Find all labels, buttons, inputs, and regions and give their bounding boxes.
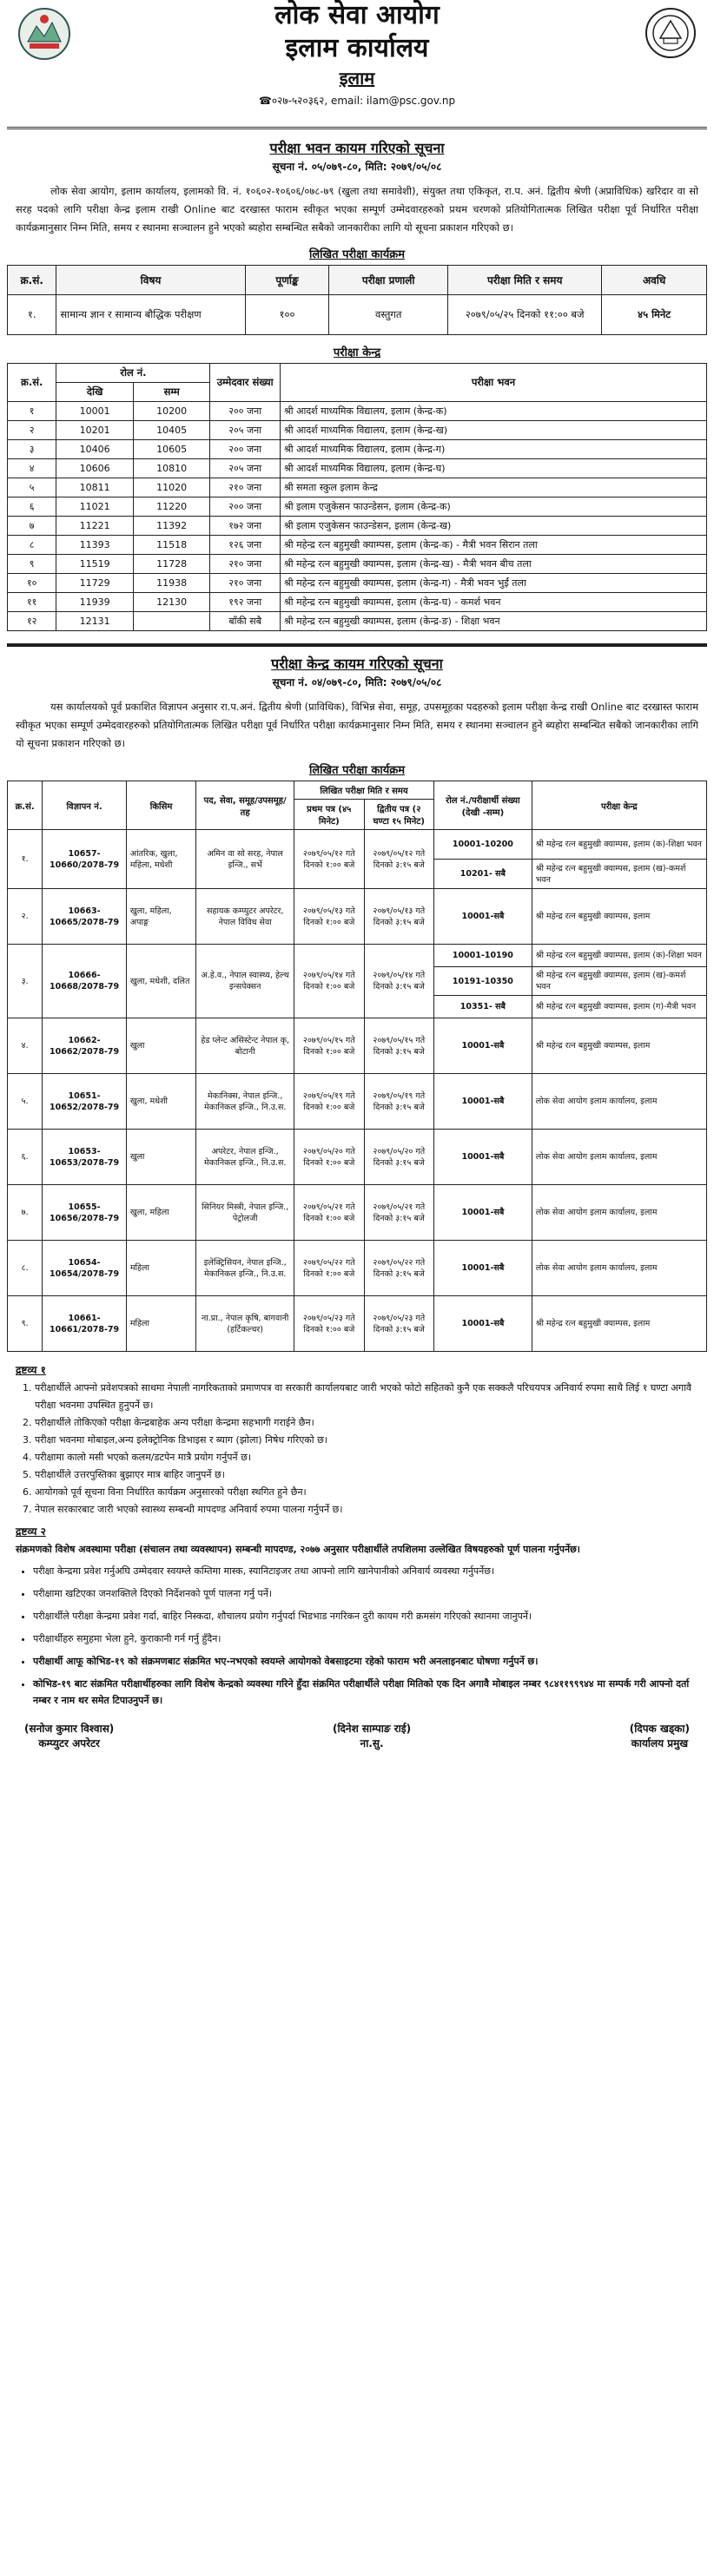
note-item: 3. परीक्षा भवनमा मोबाइल,अन्य इलेक्ट्रोनिक डिभाइस र ब्याग (झोला) निषेध गरिएको छ।	[35, 1432, 698, 1449]
table-row	[8, 295, 707, 335]
cell-paper1: २०७९/०५/२३ गते दिनको १:०० बजे	[294, 1296, 365, 1352]
office-city: इलाम	[339, 68, 375, 89]
cell-paper2: २०७९/०५/१४ गते दिनको ३:१५ बजे	[364, 945, 434, 1018]
cell-roll: 10001-10190	[434, 945, 532, 967]
cell-venue: श्री महेन्द्र रत्न बहुमुखी क्याम्पस, इलाम	[532, 1018, 706, 1074]
cell-adv: 10655-10656/2078-79	[43, 1185, 127, 1241]
cell-venue: श्री आदर्श माध्यमिक विद्यालय, इलाम (केन्द्र-क)	[280, 402, 706, 421]
table-row	[8, 440, 707, 459]
nepal-emblem-icon	[17, 7, 71, 61]
cell-paper2: २०७९/०५/१३ गते दिनको ३:१५ बजे	[364, 889, 434, 945]
cell-sn: ५.	[8, 1074, 43, 1130]
cell-paper1: २०७९/०५/१४ गते दिनको १:०० बजे	[294, 945, 365, 1018]
table-row	[8, 889, 707, 945]
cell-to: 12130	[133, 593, 210, 612]
cell-count: २०० जना	[210, 440, 281, 459]
notice1-centres-table	[7, 363, 707, 631]
cell-paper2: २०७९/०५/२२ गते दिनको ३:१५ बजे	[364, 1241, 434, 1296]
cell-adv: 10663-10665/2078-79	[43, 889, 127, 945]
cell-to: 11220	[133, 497, 210, 517]
cell-roll: 10001-सबै	[434, 1130, 532, 1185]
notice2-title: परीक्षा केन्द्र कायम गरिएको सूचना	[271, 656, 443, 672]
schedule-body	[8, 830, 707, 1352]
table-row	[8, 1018, 707, 1074]
cell-sn: १२	[8, 612, 56, 631]
cell-sn: ९.	[8, 1296, 43, 1352]
cell-adv: 10657-10660/2078-79	[43, 830, 127, 889]
cell-venue: श्री महेन्द्र रत्न बहुमुखी क्याम्पस, इलाम (केन्द्र-ङ) - शिक्षा भवन	[280, 612, 706, 631]
cell-venue: श्री इलाम एजुकेसन फाउन्डेसन, इलाम (केन्द्र-ख)	[280, 517, 706, 536]
cell-paper2: २०७९/०५/१५ गते दिनको ३:१५ बजे	[364, 1018, 434, 1074]
notice1-title: परीक्षा भवन कायम गरिएको सूचना	[269, 140, 445, 156]
cell-from: 10201	[56, 421, 134, 440]
cell-count: २०० जना	[210, 402, 281, 421]
cell-sn: १.	[8, 830, 43, 889]
table-row	[8, 402, 707, 421]
table-row	[8, 945, 707, 967]
cell-adv: 10661-10661/2078-79	[43, 1296, 127, 1352]
signatory-name: (दिनेश साम्पाङ राई)	[332, 1723, 412, 1735]
cell-type: खुला	[126, 1018, 196, 1074]
col-adv: विज्ञापन नं.	[43, 781, 127, 830]
cell-post: हेड प्लेन्ट असिस्टेन्ट नेपाल कृ, बोटानी	[196, 1018, 294, 1074]
note-item: • परीक्षार्थी आफू कोभिड-१९ को संक्रमणबाट संक्रमित भए-नभएको स्वयम्ले आयोगको वेबसाइटमा रहेको फाराम भरी अनलाइनबाट घोषणा गर्नुपर्ने छ।	[33, 1653, 698, 1670]
note-item: • परीक्षा केन्द्रमा प्रवेश गर्नुअघि उम्मेदवार स्वयम्ले कम्तिमा मास्क, स्यानिटाइजर तथा आफ्नो लागि खानेपानीको अनिवार्य व्यवस्था गर्नुपर्नेछ।	[33, 1563, 698, 1579]
signatory-title: ना.सु.	[360, 1737, 384, 1749]
note1-heading: द्रष्टव्य १	[16, 1364, 46, 1376]
cell-venue: लोक सेवा आयोग इलाम कार्यालय, इलाम	[532, 1185, 706, 1241]
col-roll: रोल नं./परीक्षार्थी संख्या (देखी -सम्म)	[434, 781, 532, 830]
note-item: 2. परीक्षार्थीले तोकिएको परीक्षा केन्द्रबाहेक अन्य परीक्षा केन्द्रमा सहभागी गराईने छैन।	[35, 1414, 698, 1432]
cell-type: खुला, मधेशी, दलित	[126, 945, 196, 1018]
cell-roll: 10351- सबै	[434, 996, 532, 1018]
col-date: परीक्षा मिति र समय	[448, 266, 602, 295]
cell-from: 10606	[56, 459, 134, 478]
cell-adv: 10653-10653/2078-79	[43, 1130, 127, 1185]
cell-venue: श्री आदर्श माध्यमिक विद्यालय, इलाम (केन्द्र-घ)	[280, 459, 706, 478]
table-row	[8, 1241, 707, 1296]
cell-from: 10811	[56, 478, 134, 497]
note-item: 6. आयोगको पूर्व सूचना विना निर्धारित कार्यक्रम अनुसारको परीक्षा स्थगित हुने छैन।	[35, 1484, 698, 1501]
note-item: • कोभिड-१९ बाट संक्रमित परीक्षार्थीहरुका लागि विशेष केन्द्रको व्यवस्था गरिने हुँदा संक्रमित परीक्षार्थीले परीक्षा मितिको एक दिन अगावै मोबाइल नम्बर ९८४११९९९४४ मा सम्पर्क गरी आफ्नो दर्ता नम्बर र नाम थर समेत टिपाउनुपर्ने छ।	[33, 1676, 698, 1709]
cell-duration: ४५ मिनेट	[602, 295, 707, 335]
cell-paper2: २०७९/०५/२१ गते दिनको ३:१५ बजे	[364, 1185, 434, 1241]
centres-body	[8, 402, 707, 631]
cell-count: २१० जना	[210, 574, 281, 593]
cell-count: २०० जना	[210, 497, 281, 517]
cell-sn: ७	[8, 517, 56, 536]
cell-to: 10405	[133, 421, 210, 440]
cell-type: खुला, मधेशी	[126, 1074, 196, 1130]
cell-venue: श्री आदर्श माध्यमिक विद्यालय, इलाम (केन्द्र-ख)	[280, 421, 706, 440]
cell-post: सहायक कम्प्युटर अपरेटर, नेपाल विविध सेवा	[196, 889, 294, 945]
table-row	[8, 574, 707, 593]
cell-post: अ.हे.व., नेपाल स्वास्थ्य, हेल्थ इन्सपेक्सन	[196, 945, 294, 1018]
cell-from: 12131	[56, 612, 134, 631]
note2-list	[16, 1563, 698, 1709]
table-row	[8, 1074, 707, 1130]
cell-venue: श्री महेन्द्र रत्न बहुमुखी क्याम्पस, इलाम (ख)-कमर्श भवन	[532, 967, 706, 996]
cell-venue: लोक सेवा आयोग इलाम कार्यालय, इलाम	[532, 1130, 706, 1185]
cell-roll: 10001-सबै	[434, 1185, 532, 1241]
cell-type: आंतरिक, खुला, महिला, मधेशी	[126, 830, 196, 889]
cell-count: २१० जना	[210, 555, 281, 574]
col-subject: विषय	[56, 266, 245, 295]
cell-sn: १	[8, 402, 56, 421]
cell-subject: सामान्य ज्ञान र सामान्य बौद्धिक परीक्षण	[56, 295, 245, 335]
col-from: देखि	[56, 383, 134, 402]
cell-venue: श्री महेन्द्र रत्न बहुमुखी क्याम्पस, इलाम (ग)-मैत्री भवन	[532, 996, 706, 1018]
signature-row	[24, 1721, 690, 1750]
cell-count: २०५ जना	[210, 459, 281, 478]
cell-to	[133, 612, 210, 631]
cell-date: २०७९/०५/२५ दिनको ११:०० बजे	[448, 295, 602, 335]
notice1-body: लोक सेवा आयोग, इलाम कार्यालय, इलामको वि. नं. १०६०२-१०६०६/०७८-७९ (खुला तथा समावेशी), संयुक्त तथा एकिकृत, रा.प. अनं. द्वितीय श्रेणी (अप्राविधिक) खरिदार वा सो सरह पदको लागि परीक्षा केन्द्र इलाम राखी Online बाट दरखास्त फाराम स्वीकृत भएका सम्पूर्ण उम्मेदवारहरुको प्रथम चरणको प्रतियोगितात्मक लिखित परीक्षा पूर्व निर्धारित परीक्षा कार्यक्रमानुसार निम्न मिति, समय र स्थानमा सञ्चालन हुने भएको ब्यहोरा सम्बन्धित सबैको जानकारीका लागि यो सूचना प्रकाशन गरिएको छ।	[16, 185, 698, 234]
signatory-title: कम्प्युटर अपरेटर	[38, 1737, 100, 1749]
cell-paper1: २०७९/०५/१२ गते दिनको १:०० बजे	[294, 830, 365, 889]
cell-sn: ७.	[8, 1185, 43, 1241]
cell-from: 11021	[56, 497, 134, 517]
letterhead	[7, 0, 707, 122]
signature-block	[333, 1721, 411, 1750]
notice1-ref: सूचना नं. ०५/०७९-८०, मिति: २०७९/०५/०८	[272, 161, 442, 173]
cell-system: वस्तुगत	[329, 295, 448, 335]
cell-paper1: २०७९/०५/१५ गते दिनको १:०० बजे	[294, 1018, 365, 1074]
cell-post: इलेक्ट्रिसियन, नेपाल इन्जि., मेकानिकल इन्जि., नि.उ.स.	[196, 1241, 294, 1296]
cell-roll: 10001-सबै	[434, 1241, 532, 1296]
cell-post: अमिन वा सो सरह, नेपाल इन्जि., सर्भे	[196, 830, 294, 889]
col-to: सम्म	[133, 383, 210, 402]
note-item: • परीक्षार्थीले परीक्षा केन्द्रमा प्रवेश गर्दा, बाहिर निस्कदा, शौचालय प्रयोग गर्नुपर्दा भिडभाड नगरिकन दुरी कायम गरी क्रमसंग गरिएको स्थानमा जानुपर्ने।	[33, 1608, 698, 1624]
notice1-schedule-title: लिखित परीक्षा कार्यक्रम	[308, 248, 406, 261]
cell-sn: ९	[8, 555, 56, 574]
note-item: 7. नेपाल सरकारबाट जारी भएको स्वास्थ्य सम्बन्धी मापदण्ड अनिवार्य रुपमा पालना गर्नुपर्ने छ।	[35, 1501, 698, 1519]
table-header-row	[8, 364, 707, 383]
col-system: परीक्षा प्रणाली	[329, 266, 448, 295]
cell-to: 10605	[133, 440, 210, 459]
col-venue: परीक्षा केन्द्र	[532, 781, 706, 830]
cell-venue: श्री महेन्द्र रत्न बहुमुखी क्याम्पस, इलाम (केन्द्र-घ) - कमर्श भवन	[280, 593, 706, 612]
cell-venue: श्री समता स्कुल इलाम केन्द्र	[280, 478, 706, 497]
col-venue: परीक्षा भवन	[280, 364, 706, 402]
table-row	[8, 459, 707, 478]
col-paper1: प्रथम पत्र (४५ मिनेट)	[294, 800, 365, 830]
col-exam: लिखित परीक्षा मिति र समय	[294, 781, 434, 800]
cell-to: 10810	[133, 459, 210, 478]
col-sn: क्र.सं.	[8, 266, 56, 295]
cell-sn: ६.	[8, 1130, 43, 1185]
cell-to: 11518	[133, 536, 210, 555]
col-duration: अवधि	[602, 266, 707, 295]
cell-from: 10406	[56, 440, 134, 459]
cell-to: 10200	[133, 402, 210, 421]
cell-paper2: २०७९/०५/२३ गते दिनको ३:१५ बजे	[364, 1296, 434, 1352]
table-row	[8, 830, 707, 860]
cell-paper1: २०७९/०५/१९ गते दिनको १:०० बजे	[294, 1074, 365, 1130]
cell-sn: ४	[8, 459, 56, 478]
cell-sn: ५	[8, 478, 56, 497]
cell-count: १२६ जना	[210, 536, 281, 555]
table-row	[8, 612, 707, 631]
cell-sn: ६	[8, 497, 56, 517]
cell-venue: श्री महेन्द्र रत्न बहुमुखी क्याम्पस, इलाम (केन्द्र-क) - मैत्री भवन सिरान तला	[280, 536, 706, 555]
signatory-name: (दिपक खड्का)	[629, 1723, 690, 1735]
table-header-row	[8, 266, 707, 295]
signatory-name: (सनोज कुमार विश्वास)	[24, 1723, 115, 1735]
signatory-title: कार्यालय प्रमुख	[631, 1737, 689, 1749]
notice2-ref: सूचना नं. ०४/०७९-८०, मिति: २०७९/०५/०८	[272, 676, 442, 688]
col-sn: क्र.सं.	[8, 781, 43, 830]
note1-list	[16, 1380, 698, 1519]
col-marks: पूर्णाङ्क	[245, 266, 329, 295]
cell-to: 11392	[133, 517, 210, 536]
cell-paper1: २०७९/०५/२० गते दिनको १:०० बजे	[294, 1130, 365, 1185]
notice1-centres-title: परीक्षा केन्द्र	[333, 346, 381, 359]
cell-type: खुला, महिला	[126, 1185, 196, 1241]
cell-roll: 10201- सबै	[434, 860, 532, 889]
cell-post: सिनियर मिस्त्री, नेपाल इन्जि., पेट्रोलजी	[196, 1185, 294, 1241]
cell-from: 11939	[56, 593, 134, 612]
table-row	[8, 497, 707, 517]
cell-venue: लोक सेवा आयोग इलाम कार्यालय, इलाम	[532, 1241, 706, 1296]
notes-section	[16, 1362, 698, 1709]
cell-roll: 10001-सबै	[434, 1074, 532, 1130]
cell-to: 11020	[133, 478, 210, 497]
cell-sn: २.	[8, 889, 43, 945]
col-type: किसिम	[126, 781, 196, 830]
table-row	[8, 1296, 707, 1352]
cell-venue: श्री महेन्द्र रत्न बहुमुखी क्याम्पस, इलाम (क)-शिक्षा भवन	[532, 830, 706, 860]
cell-venue: श्री महेन्द्र रत्न बहुमुखी क्याम्पस, इलाम (क)-शिक्षा भवन	[532, 945, 706, 967]
cell-adv: 10654-10654/2078-79	[43, 1241, 127, 1296]
note2-heading: द्रष्टव्य २	[16, 1525, 46, 1538]
cell-post: ना.प्रा., नेपाल कृषि, बागवानी (हर्टिकल्चर)	[196, 1296, 294, 1352]
cell-from: 11393	[56, 536, 134, 555]
table-row	[8, 517, 707, 536]
cell-venue: श्री महेन्द्र रत्न बहुमुखी क्याम्पस, इलाम	[532, 1296, 706, 1352]
cell-venue: श्री महेन्द्र रत्न बहुमुखी क्याम्पस, इलाम (ख)-कमर्श भवन	[532, 860, 706, 889]
cell-roll: 10001-सबै	[434, 889, 532, 945]
col-paper2: द्वितीय पत्र (२ घण्टा १५ मिनेट)	[364, 800, 434, 830]
cell-paper1: २०७९/०५/२२ गते दिनको १:०० बजे	[294, 1241, 365, 1296]
cell-venue: श्री महेन्द्र रत्न बहुमुखी क्याम्पस, इलाम	[532, 889, 706, 945]
cell-venue: लोक सेवा आयोग इलाम कार्यालय, इलाम	[532, 1074, 706, 1130]
cell-sn: १०	[8, 574, 56, 593]
cell-type: खुला	[126, 1130, 196, 1185]
cell-venue: श्री आदर्श माध्यमिक विद्यालय, इलाम (केन्द्र-ग)	[280, 440, 706, 459]
cell-roll: 10001-सबै	[434, 1296, 532, 1352]
col-roll: रोल नं.	[56, 364, 210, 383]
cell-sn: ११	[8, 593, 56, 612]
contact-line: ☎०२७-५२०३६२, email: ilam@psc.gov.np	[258, 95, 456, 107]
header-divider	[7, 127, 707, 129]
table-row	[8, 555, 707, 574]
notice2-body: यस कार्यालयको पूर्व प्रकाशित विज्ञापन अनुसार रा.प.अनं. द्वितीय श्रेणी (प्राविधिक), विभिन्न सेवा, समूह, उपसमूहका पदहरुको इलाम परीक्षा केन्द्र राखी Online बाट दरखास्त फाराम स्वीकृत भएका सम्पूर्ण उम्मेदवारहरुको प्रतियोगितात्मक लिखित परीक्षा पूर्व निर्धारित परीक्षा कार्यक्रमानुसार निम्न मिति, समय र स्थानमा सञ्चालन हुने ब्यहोरा सम्बन्धित सबैको जानकारीका लागि यो सूचना प्रकाशन गरिएको छ।	[16, 701, 698, 749]
table-row	[8, 421, 707, 440]
cell-from: 11729	[56, 574, 134, 593]
cell-sn: ८.	[8, 1241, 43, 1296]
cell-type: महिला	[126, 1241, 196, 1296]
cell-paper2: २०७९/०५/१९ गते दिनको ३:१५ बजे	[364, 1074, 434, 1130]
note2-intro: संक्रमणको विशेष अवस्थामा परीक्षा (संचालन तथा व्यवस्थापन) सम्बन्धी मापदण्ड, २०७७ अनुसार परीक्षार्थीले तपशिलमा उल्लेखित विषयहरुको पूर्ण पालना गर्नुपर्नेछ।	[16, 1544, 580, 1555]
table-header-row	[8, 781, 707, 800]
cell-paper2: २०७९/०५/१२ गते दिनको ३:१५ बजे	[364, 830, 434, 889]
note-item: 4. परीक्षामा कालो मसी भएको कलम/डटपेन मात्रै प्रयोग गर्नुपर्ने छ।	[35, 1449, 698, 1466]
cell-type: महिला	[126, 1296, 196, 1352]
table-row	[8, 593, 707, 612]
cell-to: 11938	[133, 574, 210, 593]
note-item: 1. परीक्षार्थीले आफ्नो प्रवेशपत्रको साथमा नेपाली नागरिकताको प्रमाणपत्र वा सरकारी कार्यालयबाट जारी भएको फोटो सहितको कुनै एक सक्कलै परिचयपत्र अनिवार्य रुपमा साथै लिई १ घण्टा अगावै परीक्षा भवनमा उपस्थित हुनुपर्ने छ।	[35, 1380, 698, 1414]
cell-sn: २	[8, 421, 56, 440]
cell-adv: 10666-10668/2078-79	[43, 945, 127, 1018]
cell-count: २१० जना	[210, 478, 281, 497]
table-row	[8, 1130, 707, 1185]
office-name: इलाम कार्यालय	[285, 33, 429, 63]
cell-sn: ३	[8, 440, 56, 459]
cell-roll: 10191-10350	[434, 967, 532, 996]
cell-venue: श्री महेन्द्र रत्न बहुमुखी क्याम्पस, इलाम (केन्द्र-ख) - मैत्री भवन बीच तला	[280, 555, 706, 574]
table-row	[8, 478, 707, 497]
cell-roll: 10001-10200	[434, 830, 532, 860]
note-item: 5. परीक्षार्थीले उत्तरपुस्तिका बुझाएर मात्र बाहिर जानुपर्ने छ।	[35, 1466, 698, 1484]
cell-paper1: २०७९/०५/१३ गते दिनको १:०० बजे	[294, 889, 365, 945]
cell-venue: श्री महेन्द्र रत्न बहुमुखी क्याम्पस, इलाम (केन्द्र-ग) - मैत्री भवन भुईं तला	[280, 574, 706, 593]
signature-block	[630, 1721, 690, 1750]
cell-sn: ४.	[8, 1018, 43, 1074]
cell-count: १९२ जना	[210, 593, 281, 612]
note-item: • परीक्षार्थीहरु समुहमा भेला हुने, कुराकानी गर्न गर्नु हुँदैन।	[33, 1631, 698, 1647]
col-sn: क्र.सं.	[8, 364, 56, 402]
cell-post: अपरेटर, नेपाल इन्जि., मेकानिकल इन्जि., नि.उ.स.	[196, 1130, 294, 1185]
cell-roll: 10001-सबै	[434, 1018, 532, 1074]
cell-paper2: २०७९/०५/२० गते दिनको ३:१५ बजे	[364, 1130, 434, 1185]
note-item: • परीक्षामा खटिएका जनशक्तिले दिएको निर्देशनको पूर्ण पालना गर्नु पर्ने।	[33, 1585, 698, 1602]
cell-adv: 10662-10662/2078-79	[43, 1018, 127, 1074]
notice2-schedule-table	[7, 781, 707, 1352]
col-post: पद, सेवा, समूह/उपसमूह/तह	[196, 781, 294, 830]
cell-marks: १००	[245, 295, 329, 335]
cell-count: १७२ जना	[210, 517, 281, 536]
cell-paper1: २०७९/०५/२१ गते दिनको १:०० बजे	[294, 1185, 365, 1241]
cell-count: बाँकी सबै	[210, 612, 281, 631]
cell-type: खुला, महिला, अपाङ्ग	[126, 889, 196, 945]
cell-adv: 10651-10652/2078-79	[43, 1074, 127, 1130]
cell-sn: १.	[8, 295, 56, 335]
cell-from: 11221	[56, 517, 134, 536]
cell-sn: ८	[8, 536, 56, 555]
section-divider	[7, 643, 707, 647]
cell-from: 10001	[56, 402, 134, 421]
cell-sn: ३.	[8, 945, 43, 1018]
cell-to: 11728	[133, 555, 210, 574]
notice2-schedule-title: लिखित परीक्षा कार्यक्रम	[308, 764, 406, 777]
signature-block	[24, 1721, 114, 1750]
psc-seal-icon	[645, 7, 697, 59]
table-row	[8, 1185, 707, 1241]
notice1-schedule-table	[7, 265, 707, 335]
org-name: लोक सेवा आयोग	[274, 0, 440, 30]
cell-venue: श्री इलाम एजुकेसन फाउन्डेसन, इलाम (केन्द्र-क)	[280, 497, 706, 517]
col-count: उम्मेदवार संख्या	[210, 364, 281, 402]
cell-post: मेकानिक्स, नेपाल इन्जि., मेकानिकल इन्जि., नि.उ.स.	[196, 1074, 294, 1130]
table-row	[8, 536, 707, 555]
cell-count: २०५ जना	[210, 421, 281, 440]
cell-from: 11519	[56, 555, 134, 574]
